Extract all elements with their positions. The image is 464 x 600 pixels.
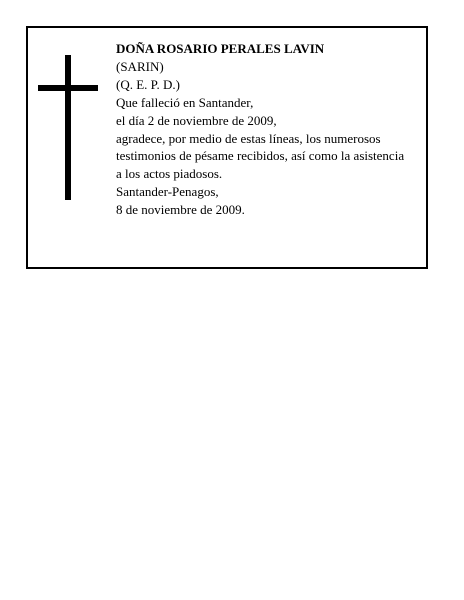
rest-in-peace: (Q. E. P. D.)	[116, 76, 180, 92]
deceased-alias: (SARIN)	[116, 58, 164, 74]
notice-line: testimonios de pésame recibidos, así como la asistencia	[116, 148, 405, 164]
notice-line: Que falleció en Santander,	[116, 94, 254, 110]
notice-line: Santander-Penagos,	[116, 184, 219, 200]
notice-line: el día 2 de noviembre de 2009,	[116, 112, 277, 128]
latin-cross-icon	[38, 55, 98, 200]
cross-horizontal-bar	[38, 85, 98, 91]
obituary-notice	[26, 26, 428, 269]
notice-line: agradece, por medio de estas líneas, los numerosos	[116, 130, 381, 146]
deceased-name: DOÑA ROSARIO PERALES LAVIN	[116, 41, 325, 56]
notice-line: a los actos piadosos.	[116, 166, 223, 182]
cross-vertical-bar	[65, 55, 71, 200]
notice-text	[116, 40, 422, 219]
notice-line: 8 de noviembre de 2009.	[116, 202, 245, 218]
